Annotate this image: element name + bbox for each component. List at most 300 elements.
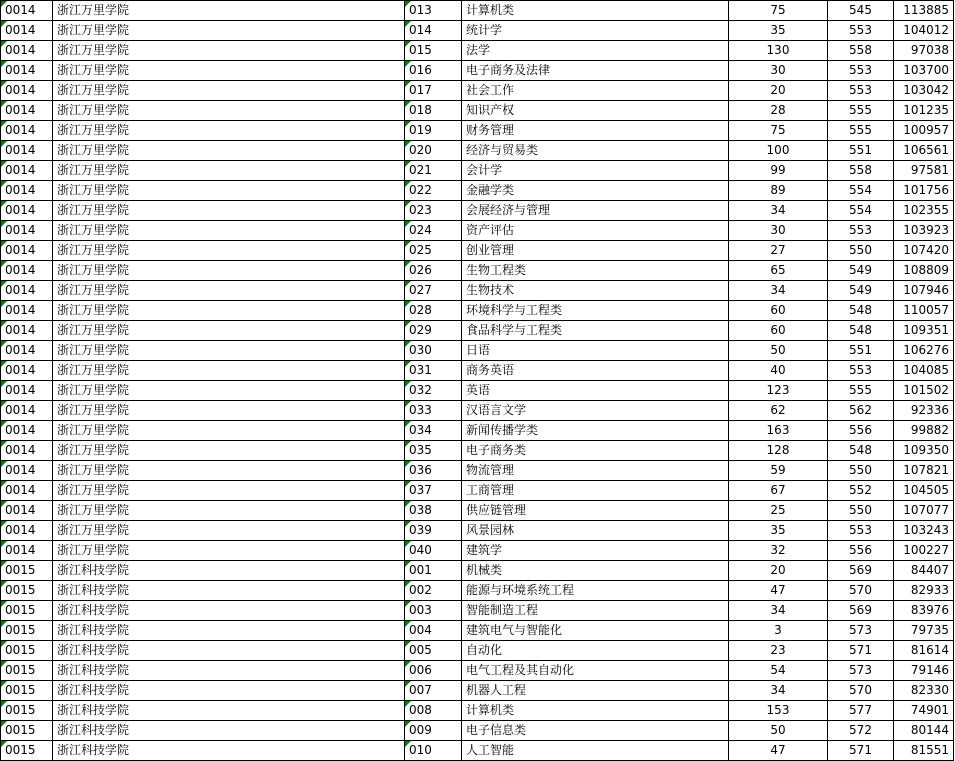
school-name-cell[interactable]: 浙江万里学院: [53, 441, 405, 461]
table-row[interactable]: [1, 161, 954, 181]
table-row[interactable]: [1, 381, 954, 401]
plan-count-cell[interactable]: 163: [729, 421, 828, 441]
table-row[interactable]: [1, 21, 954, 41]
school-code-cell[interactable]: 0015: [1, 721, 53, 741]
min-score-cell[interactable]: 558: [828, 161, 894, 181]
school-code-cell[interactable]: 0014: [1, 421, 53, 441]
school-name-cell[interactable]: 浙江万里学院: [53, 21, 405, 41]
school-code-cell[interactable]: 0014: [1, 241, 53, 261]
rank-cell[interactable]: 82933: [894, 581, 954, 601]
major-code-cell[interactable]: 005: [405, 641, 462, 661]
school-name-cell[interactable]: 浙江科技学院: [53, 701, 405, 721]
school-code-cell[interactable]: 0015: [1, 701, 53, 721]
min-score-cell[interactable]: 554: [828, 201, 894, 221]
plan-count-cell[interactable]: 60: [729, 321, 828, 341]
plan-count-cell[interactable]: 59: [729, 461, 828, 481]
min-score-cell[interactable]: 569: [828, 601, 894, 621]
plan-count-cell[interactable]: 123: [729, 381, 828, 401]
school-code-cell[interactable]: 0014: [1, 281, 53, 301]
major-name-cell[interactable]: 电子商务及法律: [462, 61, 729, 81]
school-code-cell[interactable]: 0015: [1, 601, 53, 621]
school-name-cell[interactable]: 浙江万里学院: [53, 101, 405, 121]
major-code-cell[interactable]: 018: [405, 101, 462, 121]
major-name-cell[interactable]: 创业管理: [462, 241, 729, 261]
table-row[interactable]: [1, 1, 954, 21]
table-row[interactable]: [1, 661, 954, 681]
table-row[interactable]: [1, 361, 954, 381]
rank-cell[interactable]: 100227: [894, 541, 954, 561]
major-name-cell[interactable]: 金融学类: [462, 181, 729, 201]
table-row[interactable]: [1, 281, 954, 301]
major-name-cell[interactable]: 统计学: [462, 21, 729, 41]
major-code-cell[interactable]: 029: [405, 321, 462, 341]
school-code-cell[interactable]: 0015: [1, 621, 53, 641]
school-name-cell[interactable]: 浙江万里学院: [53, 81, 405, 101]
table-row[interactable]: [1, 201, 954, 221]
table-row[interactable]: [1, 581, 954, 601]
major-name-cell[interactable]: 风景园林: [462, 521, 729, 541]
plan-count-cell[interactable]: 128: [729, 441, 828, 461]
major-name-cell[interactable]: 机器人工程: [462, 681, 729, 701]
school-name-cell[interactable]: 浙江万里学院: [53, 201, 405, 221]
school-name-cell[interactable]: 浙江科技学院: [53, 561, 405, 581]
rank-cell[interactable]: 104085: [894, 361, 954, 381]
school-code-cell[interactable]: 0014: [1, 301, 53, 321]
major-name-cell[interactable]: 电子商务类: [462, 441, 729, 461]
school-name-cell[interactable]: 浙江科技学院: [53, 721, 405, 741]
min-score-cell[interactable]: 553: [828, 361, 894, 381]
major-name-cell[interactable]: 财务管理: [462, 121, 729, 141]
major-code-cell[interactable]: 021: [405, 161, 462, 181]
plan-count-cell[interactable]: 67: [729, 481, 828, 501]
plan-count-cell[interactable]: 47: [729, 741, 828, 761]
major-code-cell[interactable]: 040: [405, 541, 462, 561]
school-name-cell[interactable]: 浙江万里学院: [53, 61, 405, 81]
rank-cell[interactable]: 106276: [894, 341, 954, 361]
major-code-cell[interactable]: 032: [405, 381, 462, 401]
rank-cell[interactable]: 101756: [894, 181, 954, 201]
school-name-cell[interactable]: 浙江万里学院: [53, 241, 405, 261]
table-row[interactable]: [1, 701, 954, 721]
school-code-cell[interactable]: 0014: [1, 441, 53, 461]
rank-cell[interactable]: 82330: [894, 681, 954, 701]
table-row[interactable]: [1, 621, 954, 641]
school-name-cell[interactable]: 浙江万里学院: [53, 321, 405, 341]
rank-cell[interactable]: 101502: [894, 381, 954, 401]
plan-count-cell[interactable]: 34: [729, 601, 828, 621]
plan-count-cell[interactable]: 23: [729, 641, 828, 661]
school-name-cell[interactable]: 浙江万里学院: [53, 341, 405, 361]
rank-cell[interactable]: 83976: [894, 601, 954, 621]
major-code-cell[interactable]: 013: [405, 1, 462, 21]
major-name-cell[interactable]: 机械类: [462, 561, 729, 581]
plan-count-cell[interactable]: 32: [729, 541, 828, 561]
school-name-cell[interactable]: 浙江科技学院: [53, 581, 405, 601]
school-code-cell[interactable]: 0014: [1, 21, 53, 41]
rank-cell[interactable]: 99882: [894, 421, 954, 441]
school-name-cell[interactable]: 浙江科技学院: [53, 681, 405, 701]
min-score-cell[interactable]: 548: [828, 301, 894, 321]
major-code-cell[interactable]: 038: [405, 501, 462, 521]
major-name-cell[interactable]: 电子信息类: [462, 721, 729, 741]
school-code-cell[interactable]: 0014: [1, 401, 53, 421]
min-score-cell[interactable]: 553: [828, 221, 894, 241]
rank-cell[interactable]: 101235: [894, 101, 954, 121]
plan-count-cell[interactable]: 34: [729, 201, 828, 221]
min-score-cell[interactable]: 556: [828, 421, 894, 441]
plan-count-cell[interactable]: 20: [729, 81, 828, 101]
plan-count-cell[interactable]: 60: [729, 301, 828, 321]
major-code-cell[interactable]: 027: [405, 281, 462, 301]
school-code-cell[interactable]: 0014: [1, 41, 53, 61]
plan-count-cell[interactable]: 130: [729, 41, 828, 61]
school-code-cell[interactable]: 0015: [1, 581, 53, 601]
school-name-cell[interactable]: 浙江万里学院: [53, 461, 405, 481]
rank-cell[interactable]: 104012: [894, 21, 954, 41]
rank-cell[interactable]: 97581: [894, 161, 954, 181]
major-name-cell[interactable]: 建筑电气与智能化: [462, 621, 729, 641]
major-code-cell[interactable]: 004: [405, 621, 462, 641]
school-name-cell[interactable]: 浙江万里学院: [53, 541, 405, 561]
rank-cell[interactable]: 110057: [894, 301, 954, 321]
table-row[interactable]: [1, 721, 954, 741]
min-score-cell[interactable]: 555: [828, 121, 894, 141]
rank-cell[interactable]: 81614: [894, 641, 954, 661]
table-row[interactable]: [1, 221, 954, 241]
plan-count-cell[interactable]: 3: [729, 621, 828, 641]
major-name-cell[interactable]: 计算机类: [462, 701, 729, 721]
plan-count-cell[interactable]: 25: [729, 501, 828, 521]
school-code-cell[interactable]: 0014: [1, 501, 53, 521]
major-name-cell[interactable]: 物流管理: [462, 461, 729, 481]
table-row[interactable]: [1, 441, 954, 461]
major-name-cell[interactable]: 环境科学与工程类: [462, 301, 729, 321]
major-code-cell[interactable]: 031: [405, 361, 462, 381]
school-code-cell[interactable]: 0015: [1, 741, 53, 761]
rank-cell[interactable]: 106561: [894, 141, 954, 161]
major-name-cell[interactable]: 智能制造工程: [462, 601, 729, 621]
table-row[interactable]: [1, 461, 954, 481]
school-code-cell[interactable]: 0014: [1, 261, 53, 281]
plan-count-cell[interactable]: 35: [729, 521, 828, 541]
school-code-cell[interactable]: 0014: [1, 361, 53, 381]
table-row[interactable]: [1, 341, 954, 361]
major-name-cell[interactable]: 能源与环境系统工程: [462, 581, 729, 601]
min-score-cell[interactable]: 562: [828, 401, 894, 421]
rank-cell[interactable]: 102355: [894, 201, 954, 221]
school-name-cell[interactable]: 浙江万里学院: [53, 1, 405, 21]
school-code-cell[interactable]: 0014: [1, 141, 53, 161]
major-name-cell[interactable]: 法学: [462, 41, 729, 61]
major-code-cell[interactable]: 020: [405, 141, 462, 161]
school-code-cell[interactable]: 0014: [1, 341, 53, 361]
min-score-cell[interactable]: 553: [828, 61, 894, 81]
min-score-cell[interactable]: 549: [828, 261, 894, 281]
min-score-cell[interactable]: 552: [828, 481, 894, 501]
school-code-cell[interactable]: 0014: [1, 321, 53, 341]
table-row[interactable]: [1, 501, 954, 521]
major-name-cell[interactable]: 新闻传播学类: [462, 421, 729, 441]
school-code-cell[interactable]: 0014: [1, 81, 53, 101]
major-name-cell[interactable]: 供应链管理: [462, 501, 729, 521]
min-score-cell[interactable]: 577: [828, 701, 894, 721]
rank-cell[interactable]: 113885: [894, 1, 954, 21]
plan-count-cell[interactable]: 75: [729, 121, 828, 141]
rank-cell[interactable]: 109350: [894, 441, 954, 461]
min-score-cell[interactable]: 569: [828, 561, 894, 581]
plan-count-cell[interactable]: 34: [729, 681, 828, 701]
table-row[interactable]: [1, 261, 954, 281]
major-code-cell[interactable]: 009: [405, 721, 462, 741]
min-score-cell[interactable]: 550: [828, 241, 894, 261]
min-score-cell[interactable]: 570: [828, 681, 894, 701]
major-code-cell[interactable]: 033: [405, 401, 462, 421]
min-score-cell[interactable]: 553: [828, 81, 894, 101]
major-name-cell[interactable]: 英语: [462, 381, 729, 401]
school-code-cell[interactable]: 0015: [1, 681, 53, 701]
rank-cell[interactable]: 79735: [894, 621, 954, 641]
major-name-cell[interactable]: 自动化: [462, 641, 729, 661]
plan-count-cell[interactable]: 50: [729, 341, 828, 361]
rank-cell[interactable]: 81551: [894, 741, 954, 761]
rank-cell[interactable]: 107077: [894, 501, 954, 521]
major-code-cell[interactable]: 010: [405, 741, 462, 761]
school-code-cell[interactable]: 0014: [1, 201, 53, 221]
plan-count-cell[interactable]: 62: [729, 401, 828, 421]
min-score-cell[interactable]: 548: [828, 321, 894, 341]
school-code-cell[interactable]: 0014: [1, 381, 53, 401]
school-name-cell[interactable]: 浙江科技学院: [53, 621, 405, 641]
rank-cell[interactable]: 92336: [894, 401, 954, 421]
table-row[interactable]: [1, 741, 954, 761]
school-code-cell[interactable]: 0014: [1, 1, 53, 21]
major-name-cell[interactable]: 人工智能: [462, 741, 729, 761]
rank-cell[interactable]: 103923: [894, 221, 954, 241]
major-name-cell[interactable]: 知识产权: [462, 101, 729, 121]
school-name-cell[interactable]: 浙江万里学院: [53, 221, 405, 241]
min-score-cell[interactable]: 573: [828, 621, 894, 641]
rank-cell[interactable]: 107821: [894, 461, 954, 481]
major-name-cell[interactable]: 汉语言文学: [462, 401, 729, 421]
major-name-cell[interactable]: 电气工程及其自动化: [462, 661, 729, 681]
min-score-cell[interactable]: 571: [828, 641, 894, 661]
rank-cell[interactable]: 100957: [894, 121, 954, 141]
rank-cell[interactable]: 108809: [894, 261, 954, 281]
min-score-cell[interactable]: 571: [828, 741, 894, 761]
school-name-cell[interactable]: 浙江科技学院: [53, 741, 405, 761]
plan-count-cell[interactable]: 30: [729, 221, 828, 241]
major-code-cell[interactable]: 017: [405, 81, 462, 101]
major-name-cell[interactable]: 生物技术: [462, 281, 729, 301]
major-name-cell[interactable]: 会计学: [462, 161, 729, 181]
min-score-cell[interactable]: 549: [828, 281, 894, 301]
school-code-cell[interactable]: 0014: [1, 221, 53, 241]
min-score-cell[interactable]: 556: [828, 541, 894, 561]
major-code-cell[interactable]: 030: [405, 341, 462, 361]
major-name-cell[interactable]: 计算机类: [462, 1, 729, 21]
rank-cell[interactable]: 103042: [894, 81, 954, 101]
school-code-cell[interactable]: 0014: [1, 61, 53, 81]
major-name-cell[interactable]: 商务英语: [462, 361, 729, 381]
major-code-cell[interactable]: 028: [405, 301, 462, 321]
table-row[interactable]: [1, 521, 954, 541]
rank-cell[interactable]: 74901: [894, 701, 954, 721]
major-name-cell[interactable]: 工商管理: [462, 481, 729, 501]
min-score-cell[interactable]: 548: [828, 441, 894, 461]
min-score-cell[interactable]: 558: [828, 41, 894, 61]
plan-count-cell[interactable]: 28: [729, 101, 828, 121]
major-code-cell[interactable]: 026: [405, 261, 462, 281]
major-name-cell[interactable]: 社会工作: [462, 81, 729, 101]
major-code-cell[interactable]: 034: [405, 421, 462, 441]
table-row[interactable]: [1, 681, 954, 701]
school-code-cell[interactable]: 0014: [1, 461, 53, 481]
table-row[interactable]: [1, 61, 954, 81]
plan-count-cell[interactable]: 153: [729, 701, 828, 721]
major-code-cell[interactable]: 006: [405, 661, 462, 681]
school-code-cell[interactable]: 0014: [1, 181, 53, 201]
major-code-cell[interactable]: 039: [405, 521, 462, 541]
plan-count-cell[interactable]: 20: [729, 561, 828, 581]
min-score-cell[interactable]: 551: [828, 341, 894, 361]
table-row[interactable]: [1, 141, 954, 161]
major-code-cell[interactable]: 016: [405, 61, 462, 81]
major-name-cell[interactable]: 建筑学: [462, 541, 729, 561]
min-score-cell[interactable]: 551: [828, 141, 894, 161]
rank-cell[interactable]: 103243: [894, 521, 954, 541]
rank-cell[interactable]: 103700: [894, 61, 954, 81]
plan-count-cell[interactable]: 75: [729, 1, 828, 21]
plan-count-cell[interactable]: 89: [729, 181, 828, 201]
major-code-cell[interactable]: 023: [405, 201, 462, 221]
major-code-cell[interactable]: 008: [405, 701, 462, 721]
major-code-cell[interactable]: 025: [405, 241, 462, 261]
major-name-cell[interactable]: 食品科学与工程类: [462, 321, 729, 341]
school-name-cell[interactable]: 浙江科技学院: [53, 601, 405, 621]
rank-cell[interactable]: 104505: [894, 481, 954, 501]
school-name-cell[interactable]: 浙江万里学院: [53, 401, 405, 421]
major-code-cell[interactable]: 003: [405, 601, 462, 621]
plan-count-cell[interactable]: 100: [729, 141, 828, 161]
school-name-cell[interactable]: 浙江万里学院: [53, 381, 405, 401]
min-score-cell[interactable]: 554: [828, 181, 894, 201]
school-code-cell[interactable]: 0014: [1, 541, 53, 561]
table-row[interactable]: [1, 481, 954, 501]
school-code-cell[interactable]: 0014: [1, 101, 53, 121]
school-name-cell[interactable]: 浙江万里学院: [53, 361, 405, 381]
major-code-cell[interactable]: 022: [405, 181, 462, 201]
min-score-cell[interactable]: 555: [828, 101, 894, 121]
school-name-cell[interactable]: 浙江万里学院: [53, 481, 405, 501]
table-row[interactable]: [1, 121, 954, 141]
plan-count-cell[interactable]: 54: [729, 661, 828, 681]
rank-cell[interactable]: 79146: [894, 661, 954, 681]
plan-count-cell[interactable]: 65: [729, 261, 828, 281]
major-name-cell[interactable]: 生物工程类: [462, 261, 729, 281]
school-code-cell[interactable]: 0015: [1, 561, 53, 581]
school-name-cell[interactable]: 浙江万里学院: [53, 121, 405, 141]
min-score-cell[interactable]: 545: [828, 1, 894, 21]
school-name-cell[interactable]: 浙江万里学院: [53, 41, 405, 61]
school-code-cell[interactable]: 0014: [1, 121, 53, 141]
min-score-cell[interactable]: 553: [828, 21, 894, 41]
school-code-cell[interactable]: 0014: [1, 481, 53, 501]
table-row[interactable]: [1, 601, 954, 621]
min-score-cell[interactable]: 550: [828, 501, 894, 521]
major-code-cell[interactable]: 035: [405, 441, 462, 461]
school-name-cell[interactable]: 浙江万里学院: [53, 261, 405, 281]
school-name-cell[interactable]: 浙江万里学院: [53, 281, 405, 301]
table-row[interactable]: [1, 41, 954, 61]
major-code-cell[interactable]: 002: [405, 581, 462, 601]
rank-cell[interactable]: 80144: [894, 721, 954, 741]
plan-count-cell[interactable]: 34: [729, 281, 828, 301]
plan-count-cell[interactable]: 27: [729, 241, 828, 261]
min-score-cell[interactable]: 555: [828, 381, 894, 401]
plan-count-cell[interactable]: 30: [729, 61, 828, 81]
major-name-cell[interactable]: 会展经济与管理: [462, 201, 729, 221]
table-row[interactable]: [1, 241, 954, 261]
major-code-cell[interactable]: 019: [405, 121, 462, 141]
major-name-cell[interactable]: 日语: [462, 341, 729, 361]
school-code-cell[interactable]: 0015: [1, 661, 53, 681]
table-row[interactable]: [1, 321, 954, 341]
rank-cell[interactable]: 84407: [894, 561, 954, 581]
major-code-cell[interactable]: 036: [405, 461, 462, 481]
rank-cell[interactable]: 97038: [894, 41, 954, 61]
school-name-cell[interactable]: 浙江万里学院: [53, 501, 405, 521]
table-row[interactable]: [1, 421, 954, 441]
rank-cell[interactable]: 107420: [894, 241, 954, 261]
table-row[interactable]: [1, 101, 954, 121]
school-name-cell[interactable]: 浙江万里学院: [53, 421, 405, 441]
school-code-cell[interactable]: 0014: [1, 161, 53, 181]
plan-count-cell[interactable]: 99: [729, 161, 828, 181]
rank-cell[interactable]: 107946: [894, 281, 954, 301]
school-name-cell[interactable]: 浙江万里学院: [53, 521, 405, 541]
school-name-cell[interactable]: 浙江科技学院: [53, 661, 405, 681]
major-code-cell[interactable]: 024: [405, 221, 462, 241]
school-code-cell[interactable]: 0015: [1, 641, 53, 661]
school-name-cell[interactable]: 浙江万里学院: [53, 141, 405, 161]
min-score-cell[interactable]: 573: [828, 661, 894, 681]
major-code-cell[interactable]: 007: [405, 681, 462, 701]
min-score-cell[interactable]: 553: [828, 521, 894, 541]
major-code-cell[interactable]: 015: [405, 41, 462, 61]
major-name-cell[interactable]: 资产评估: [462, 221, 729, 241]
table-row[interactable]: [1, 561, 954, 581]
table-row[interactable]: [1, 641, 954, 661]
rank-cell[interactable]: 109351: [894, 321, 954, 341]
table-row[interactable]: [1, 301, 954, 321]
school-name-cell[interactable]: 浙江科技学院: [53, 641, 405, 661]
major-name-cell[interactable]: 经济与贸易类: [462, 141, 729, 161]
table-row[interactable]: [1, 181, 954, 201]
plan-count-cell[interactable]: 50: [729, 721, 828, 741]
table-row[interactable]: [1, 541, 954, 561]
school-code-cell[interactable]: 0014: [1, 521, 53, 541]
school-name-cell[interactable]: 浙江万里学院: [53, 181, 405, 201]
major-code-cell[interactable]: 001: [405, 561, 462, 581]
table-row[interactable]: [1, 401, 954, 421]
major-code-cell[interactable]: 037: [405, 481, 462, 501]
plan-count-cell[interactable]: 47: [729, 581, 828, 601]
min-score-cell[interactable]: 572: [828, 721, 894, 741]
plan-count-cell[interactable]: 35: [729, 21, 828, 41]
school-name-cell[interactable]: 浙江万里学院: [53, 301, 405, 321]
major-code-cell[interactable]: 014: [405, 21, 462, 41]
school-name-cell[interactable]: 浙江万里学院: [53, 161, 405, 181]
